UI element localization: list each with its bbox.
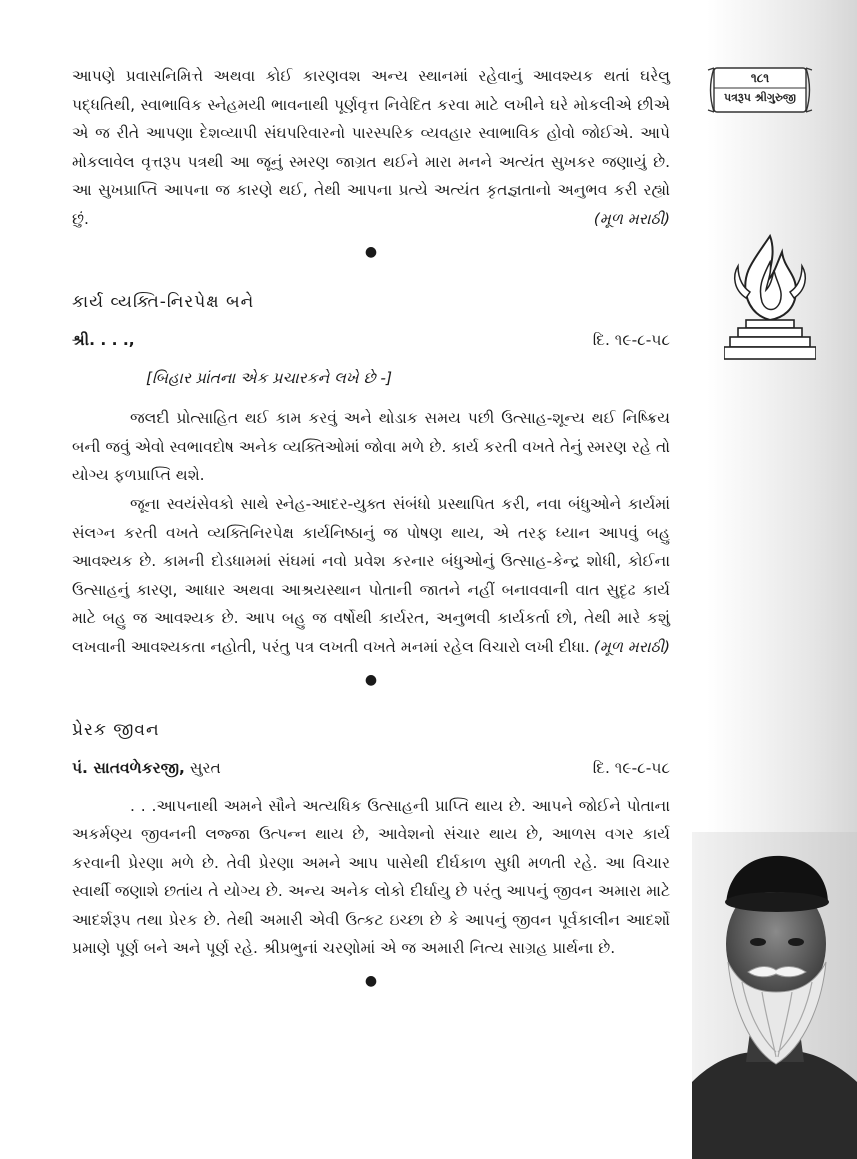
section-separator-bullet: ● (364, 973, 378, 990)
letter-2-header (72, 326, 670, 354)
letter-3-recipient-block (72, 754, 221, 782)
letter-3-title: પ્રેરક જીવન (72, 719, 160, 740)
letter-3-paragraph-1: . . .આપનાથી અમને સૌને અત્યધિક ઉત્સાહની પ્રાપ્તિ થાય છે. આપને જોઈને પોતાના અકર્મણ્ય જીવનની લજ્જા ઉત્પન્ન થાય છે, આવેશનો સંચાર થાય છે, આળસ વગર કાર્ય કરવાની પ્રેરણા મળે છે. તેવી પ્રેરણા અમને આપ પાસેથી દીર્ઘકાળ સુધી મળતી રહે. આ વિચાર સ્વાર્થી જણાશે છતાંય તે યોગ્ય છે. અન્ય અનેક લોકો દીર્ઘાયુ છે પરંતુ આપનું જીવન અમારા માટે આદર્શરૂપ તથા પ્રેરક છે. તેથી અમારી એવી ઉત્કટ ઇચ્છા છે કે આપનું જીવન પૂર્વકાલીન આદર્શો પ્રમાણે પૂર્ણ બને અને પૂર્ણ રહે. શ્રીપ્રભુનાં ચરણોમાં એ જ અમારી નિત્ય સાગ્રહ પ્રાર્થના છે. (72, 796, 670, 958)
letter-3-place: સુરત (189, 758, 221, 777)
section-separator-bullet: ● (364, 671, 378, 688)
letter-2-title: કાર્ય વ્યક્તિ-નિરપેક્ષ બને (72, 291, 255, 312)
book-title: પત્રરૂપ શ્રીગુરુજી (724, 91, 796, 104)
letter-3 (72, 716, 670, 996)
letter-2-paragraph-1: જલદી પ્રોત્સાહિત થઈ કામ કરવું અને થોડાક સમય પછી ઉત્સાહ-શૂન્ય થઈ નિષ્ક્રિય બની જવું એવો સ્વભાવદોષ અનેક વ્યક્તિઓમાં જોવા મળે છે. કાર્ય કરતી વખતે તેનું સ્મરણ રહે તો યોગ્ય ફળપ્રાપ્તિ થશે. (72, 409, 670, 485)
letter-3-date: દિ. ૧૯-૮-૫૮ (592, 758, 670, 777)
letter-1 (72, 62, 670, 266)
letter-2 (72, 288, 670, 694)
page-number: ૧૮૧ (750, 71, 770, 85)
page-number-scroll-badge (706, 64, 814, 116)
flame-on-altar-icon (724, 232, 816, 362)
portrait-photo (692, 832, 857, 1159)
letter-1-paragraph-1: આપણે પ્રવાસનિમિત્તે અથવા કોઈ કારણવશ અન્ય સ્થાનમાં રહેવાનું આવશ્યક થતાં ઘરેલુ પદ્ધતિથી, સ્વાભાવિક સ્નેહમયી ભાવનાથી પૂર્ણવૃત્ત નિવેદિત કરવા માટે લખીને ઘરે મોકલીએ છીએ એ જ રીતે આપણા દેશવ્યાપી સંઘપરિવારનો પારસ્પરિક વ્યવહાર સ્વાભાવિક હોવો જોઈએ. આપે મોકલાવેલ વૃત્તરૂપ પત્રથી આ જૂનું સ્મરણ જાગ્રત થઈને મારા મનને અત્યંત સુખકર જણાયું છે. આ સુખપ્રાપ્તિ આપના જ કારણે થઈ, તેથી આપના પ્રત્યે અત્યંત કૃતજ્ઞતાનો અનુભવ કરી રહ્યો છું. (72, 67, 670, 228)
letter-2-paragraph-2: જૂના સ્વયંસેવકો સાથે સ્નેહ-આદર-યુક્ત સંબંધો પ્રસ્થાપિત કરી, નવા બંધુઓને કાર્યમાં સંલગ્ન કરતી વખતે વ્યક્તિનિરપેક્ષ કાર્યનિષ્ઠાનું જ પોષણ થાય, એ તરફ ધ્યાન આપવું બહુ આવશ્યક છે. કામની દોડધામમાં સંઘમાં નવો પ્રવેશ કરનાર બંધુઓનું ઉત્સાહ-કેન્દ્ર શોધી, કોઈના ઉત્સાહનું કારણ, આધાર અથવા આશ્રયસ્થાન પોતાની જાતને નહીં બનાવવાની વાત સુદૃઢ કાર્ય માટે બહુ જ આવશ્યક છે. આપ બહુ જ વર્ષોથી કાર્યરત, અનુભવી કાર્યકર્તા છો, તેથી મારે કશું લખવાની આવશ્યકતા નહોતી, પરંતુ પત્ર લખતી વખતે મનમાં રહેલ વિચારો લખી દીધા. (72, 494, 670, 656)
letter-2-context-note: [બિહાર પ્રાંતના એક પ્રચારકને લખે છે -] (146, 368, 393, 387)
letter-3-header (72, 754, 670, 782)
letter-3-recipient: પં. સાતવળેકરજી, (72, 758, 185, 777)
letter-2-source-note: (મૂળ મરાઠી) (593, 637, 670, 656)
letter-1-source-note: (મૂળ મરાઠી) (593, 209, 670, 228)
letter-2-recipient: શ્રી. . . ., (72, 330, 135, 349)
letter-text-column (72, 62, 670, 1003)
letter-2-date: દિ. ૧૯-૮-૫૮ (592, 330, 670, 349)
section-separator-bullet: ● (364, 243, 378, 260)
